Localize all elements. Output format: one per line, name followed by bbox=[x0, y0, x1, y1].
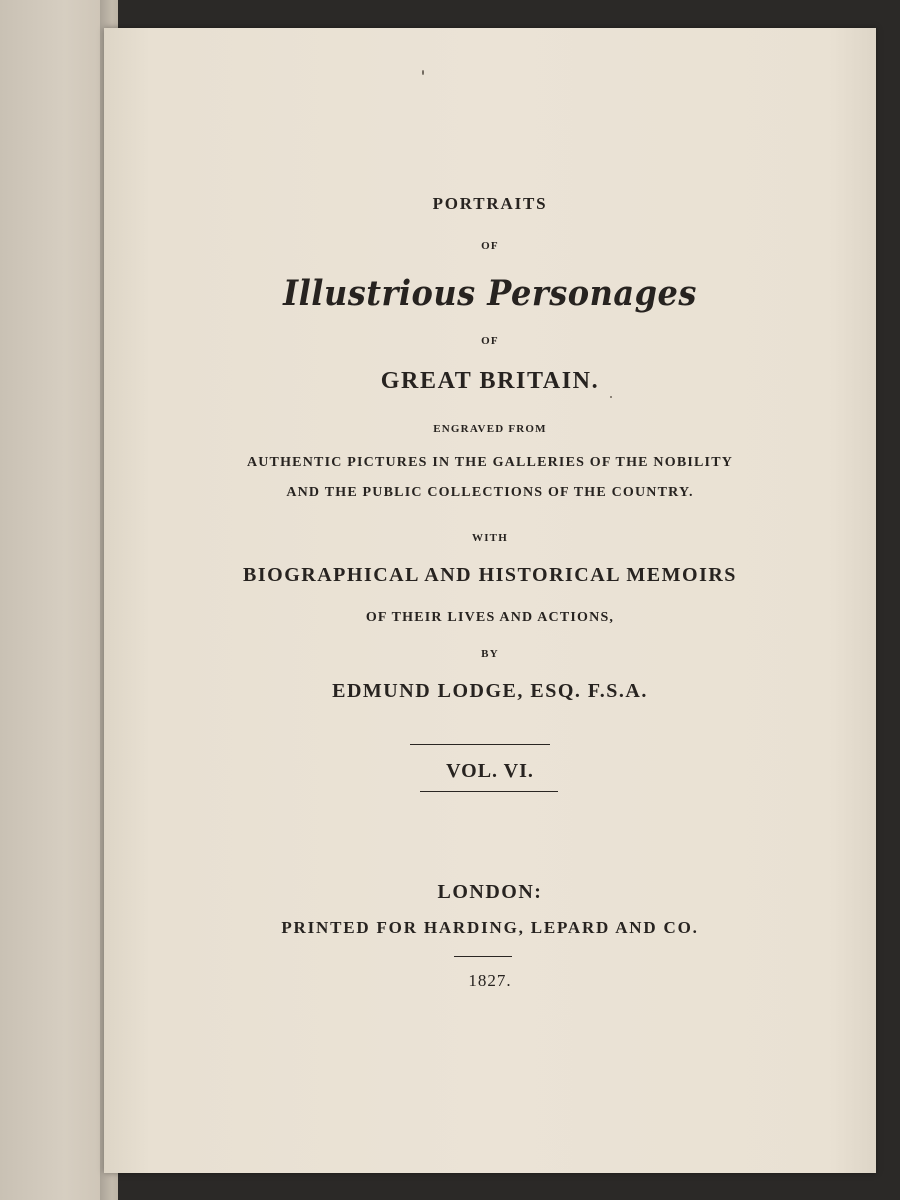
volume-rule-top bbox=[410, 744, 550, 745]
paper-fleck bbox=[422, 70, 424, 75]
title-line-of-2: OF bbox=[481, 335, 499, 347]
imprint-place: LONDON: bbox=[437, 881, 543, 903]
title-line-illustrious-personages: Illustrious Personages bbox=[283, 272, 697, 314]
title-line-lives-and-actions: OF THEIR LIVES AND ACTIONS, bbox=[365, 610, 615, 625]
title-line-memoirs: BIOGRAPHICAL AND HISTORICAL MEMOIRS bbox=[243, 564, 737, 586]
title-page bbox=[104, 28, 876, 1173]
imprint-printer: PRINTED FOR HARDING, LEPARD AND CO. bbox=[281, 918, 699, 937]
title-line-public-collections: AND THE PUBLIC COLLECTIONS OF THE COUNTRY. bbox=[286, 485, 694, 500]
imprint-year: 1827. bbox=[468, 971, 512, 990]
title-line-great-britain: GREAT BRITAIN. bbox=[380, 368, 600, 394]
paper-fleck bbox=[610, 396, 612, 398]
title-line-authentic-pictures: AUTHENTIC PICTURES IN THE GALLERIES OF THE NOBILITY bbox=[246, 455, 734, 470]
volume-rule-bottom bbox=[420, 791, 558, 792]
title-line-portraits: PORTRAITS bbox=[432, 194, 548, 213]
title-line-of: OF bbox=[481, 240, 499, 252]
volume-label: VOL. VI. bbox=[446, 760, 534, 782]
imprint-rule bbox=[454, 956, 512, 957]
title-line-with: WITH bbox=[472, 532, 508, 544]
author-line: EDMUND LODGE, ESQ. F.S.A. bbox=[332, 680, 648, 702]
title-line-by: BY bbox=[481, 648, 499, 660]
title-line-engraved-from: ENGRAVED FROM bbox=[433, 423, 547, 435]
